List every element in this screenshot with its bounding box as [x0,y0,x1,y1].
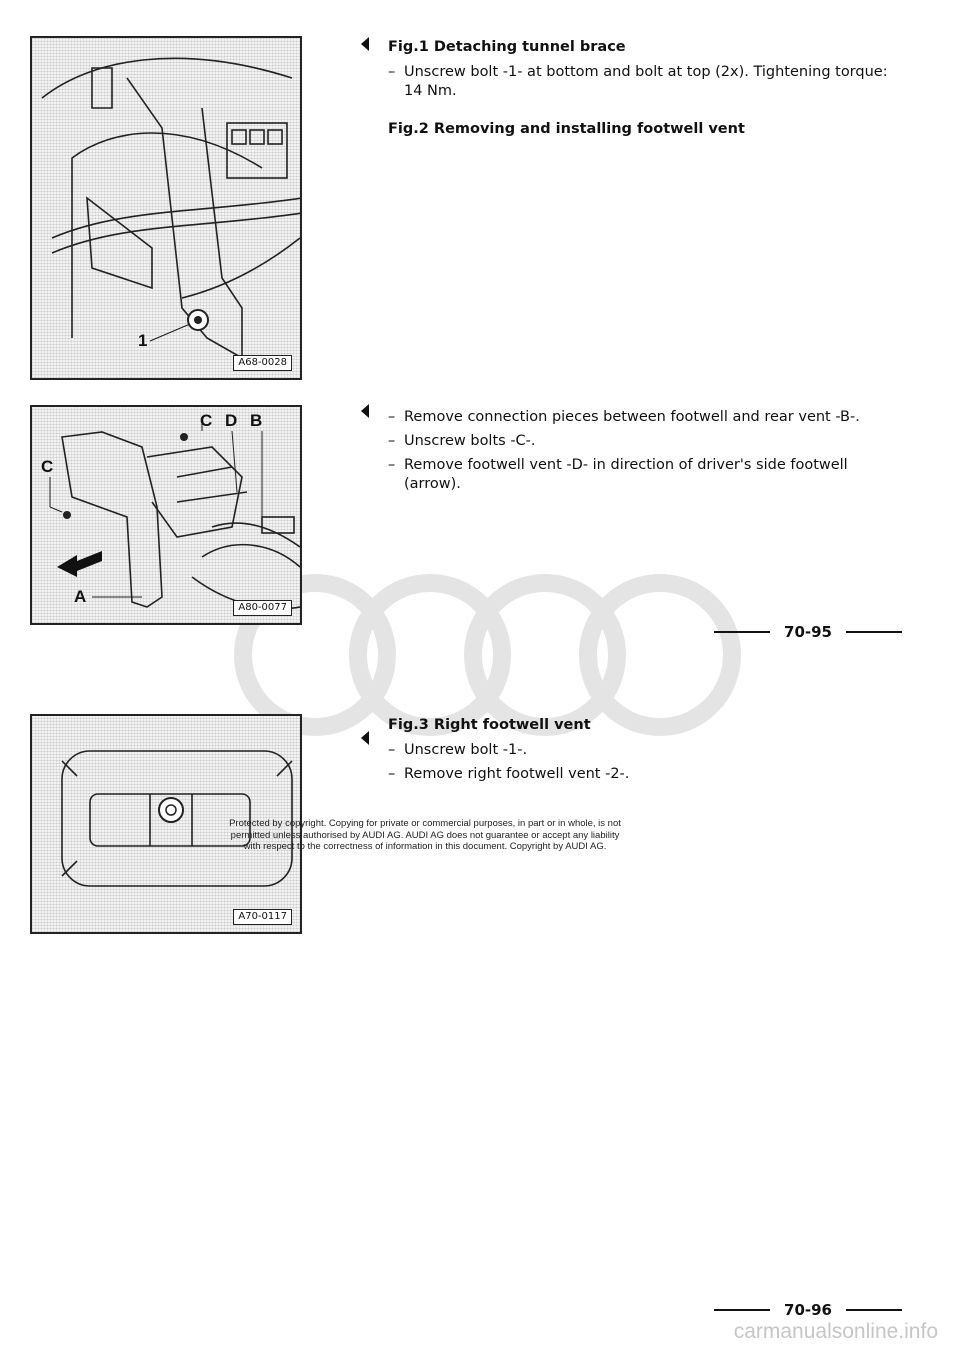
page-number-rule [714,631,770,633]
figure-2-step: – Unscrew bolts -C-. [388,433,536,449]
page-number-rule [714,1309,770,1311]
tunnel-brace-drawing [32,38,302,380]
copyright-line: Protected by copyright. Copying for private or commercial purposes, in part or in whole, is not [229,818,621,829]
figure-2-pointer-icon [361,404,369,418]
callout-c-top: C [200,411,213,430]
figure-1-heading: Fig.1 Detaching tunnel brace [388,39,626,55]
page-number-label: 70-95 [784,623,832,641]
callout-d: D [225,411,238,430]
figure-2-code: A80-0077 [233,600,292,616]
page-number-label: 70-96 [784,1301,832,1319]
figure-3-step: – Unscrew bolt -1-. [388,742,528,758]
page-number-rule [846,1309,902,1311]
figure-3-step: – Remove right footwell vent -2-. [388,766,630,782]
figure-3-pointer-icon [361,731,369,745]
figure-1-image [30,36,302,380]
callout-1: 1 [138,331,148,350]
figure-2-step: – Remove footwell vent -D- in direction of driver's side footwell (arrow). [388,457,848,492]
page-number-top [714,622,902,642]
figure-1-code: A68-0028 [233,355,292,371]
figure-3-text [388,716,888,789]
page-number-bottom [714,1300,902,1320]
copyright-line: with respect to the correctness of information in this document. Copyright by AUDI AG. [243,841,607,852]
callout-b: B [250,411,263,430]
figure-1-pointer-icon [361,37,369,51]
figure-2-heading: Fig.2 Removing and installing footwell vent [388,121,745,137]
figure-2-image [30,405,302,625]
callout-a: A [74,587,87,606]
figure-1-step: – Unscrew bolt -1- at bottom and bolt at top (2x). Tightening torque: 14 Nm. [388,64,888,99]
callout-c-left: C [41,457,54,476]
site-footer-link[interactable]: carmanualsonline.info [733,1320,938,1343]
copyright-watermark [200,818,650,853]
copyright-line: permitted unless authorised by AUDI AG. AUDI AG does not guarantee or accept any liability [230,829,620,841]
footwell-vent-drawing [32,407,302,625]
figure-3-code: A70-0117 [233,909,292,925]
figure-1-text [388,38,888,145]
figure-2-step: – Remove connection pieces between footwell and rear vent -B-. [388,409,860,425]
page-number-rule [846,631,902,633]
figure-2-text [388,408,888,499]
figure-3-heading: Fig.3 Right footwell vent [388,717,591,733]
